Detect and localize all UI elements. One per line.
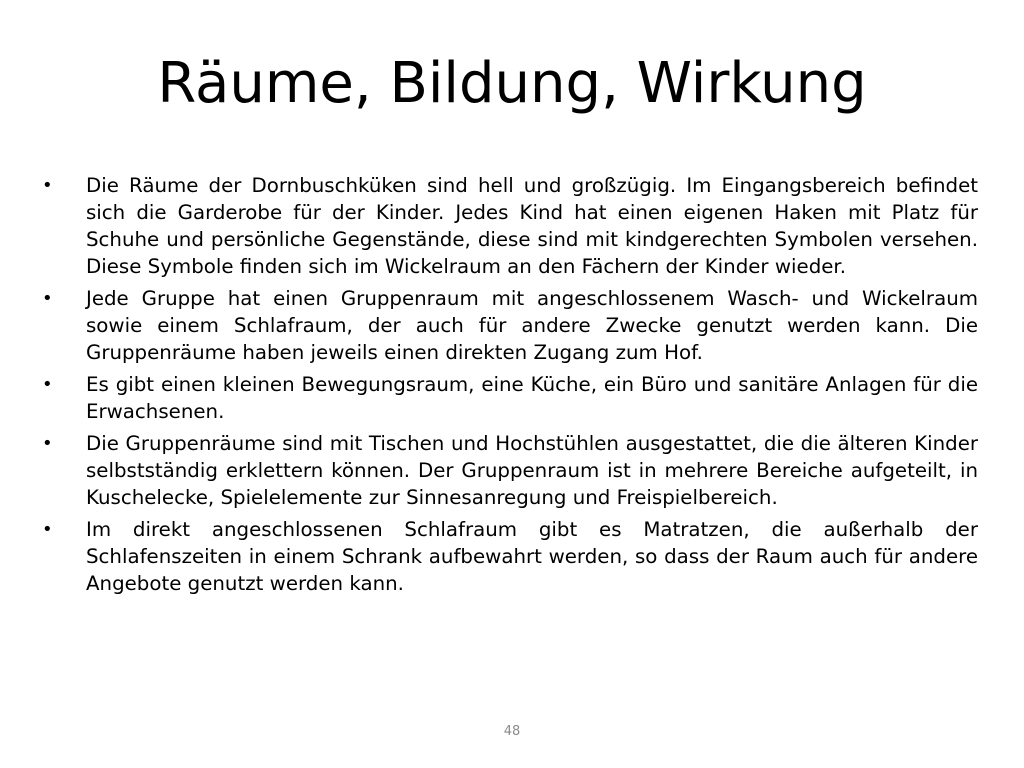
- bullet-text: Es gibt einen kleinen Bewegungsraum, eine Küche, ein Büro und sanitäre Anlagen für die Erwachsenen.: [86, 373, 978, 423]
- bullet-icon: •: [42, 175, 53, 196]
- bullet-icon: •: [42, 288, 53, 309]
- bullet-icon: •: [42, 519, 53, 540]
- bullet-icon: •: [42, 374, 53, 395]
- bullet-item-3: [42, 371, 978, 425]
- bullet-text: Im direkt angeschlossenen Schlafraum gibt es Matratzen, die außerhalb der Schlafenszeiten in einem Schrank aufbewahrt werden, so dass der Raum auch für andere Angebote genutzt werden kann.: [86, 518, 978, 595]
- bullet-text: Jede Gruppe hat einen Gruppenraum mit angeschlossenem Wasch- und Wickelraum sowie einem Schlafraum, der auch für andere Zwecke genutzt werden kann. Die Gruppenräume haben jeweils einen direkten Zugang zum Hof.: [86, 287, 978, 364]
- bullet-icon: •: [42, 433, 53, 454]
- bullet-item-1: [42, 172, 978, 280]
- bullet-item-2: [42, 285, 978, 366]
- slide-title: Räume, Bildung, Wirkung: [157, 51, 867, 116]
- page-number: 48: [503, 724, 521, 739]
- bullet-text: Die Gruppenräume sind mit Tischen und Hochstühlen ausgestattet, die die älteren Kinder selbstständig erklettern können. Der Gruppenraum ist in mehrere Bereiche aufgeteilt, in Kuschelecke, Spielelemente zur Sinnesanregung und Freispielbereich.: [86, 432, 978, 509]
- bullet-item-4: [42, 430, 978, 511]
- bullet-item-5: [42, 516, 978, 597]
- bullet-text: Die Räume der Dornbuschküken sind hell und großzügig. Im Eingangsbereich befindet sich die Garderobe für der Kinder. Jedes Kind hat einen eigenen Haken mit Platz für Schuhe und persönliche Gegenstände, diese sind mit kindgerechten Symbolen versehen. Diese Symbole finden sich im Wickelraum an den Fächern der Kinder wieder.: [86, 174, 978, 278]
- bullet-list: [42, 172, 978, 602]
